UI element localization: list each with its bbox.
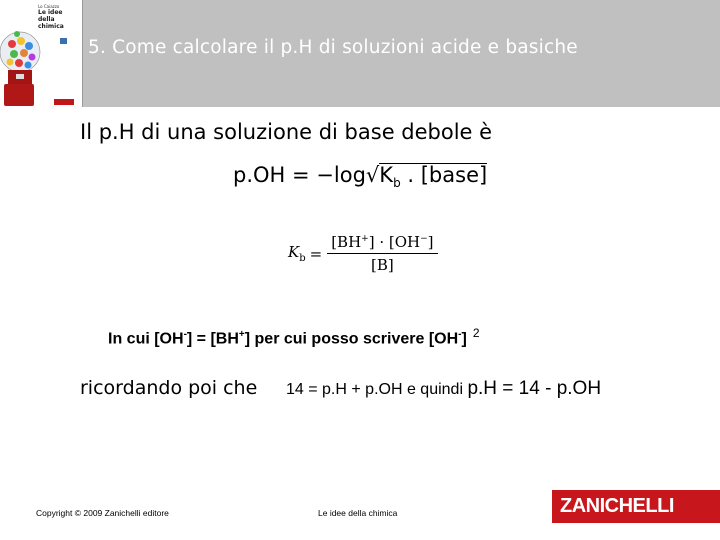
kb-fraction (327, 233, 437, 274)
relation-text (286, 378, 601, 400)
sqrt-symbol: √ (365, 163, 380, 187)
kb-denominator: [B] (370, 256, 394, 274)
note-exponent: 2 (472, 326, 480, 340)
gumball-stand (4, 84, 34, 106)
slide-title: 5. Come calcolare il p.H di soluzioni acide e basiche (88, 37, 578, 58)
book-sticker (60, 38, 67, 44)
book-cover-image (0, 0, 83, 107)
kb-lhs: $K_b$ (288, 243, 306, 264)
footer-copyright: Copyright © 2009 Zanichelli editore (36, 508, 169, 518)
zanichelli-logo (552, 490, 720, 523)
intro-text: Il p.H di una soluzione di base debole è (80, 120, 493, 144)
kb-equals: = (309, 244, 323, 263)
book-brand-mark (54, 99, 74, 105)
poh-lhs: p.OH = (233, 163, 310, 187)
logo-text: ZANICHELLI (560, 495, 674, 517)
relation-part2: p.H = 14 - p.OH (467, 378, 602, 399)
poh-formula (233, 163, 487, 189)
kb-formula (288, 233, 438, 274)
relation-part1: 14 = p.H + p.OH e quindi (286, 381, 463, 398)
kb-numerator: [BH+] · [OH−] (327, 233, 437, 254)
recall-text: ricordando poi che (80, 377, 258, 399)
book-cover-title: Lo Caiazzo Le idee della chimica (38, 4, 64, 30)
note-text: In cui [OH-] = [BH+] per cui posso scrivere [OH-] $^2$ (108, 326, 480, 348)
footer-book-title: Le idee della chimica (318, 508, 398, 518)
poh-radicand: $K_b$ . [base] (379, 163, 488, 191)
poh-log: −log (316, 163, 366, 187)
